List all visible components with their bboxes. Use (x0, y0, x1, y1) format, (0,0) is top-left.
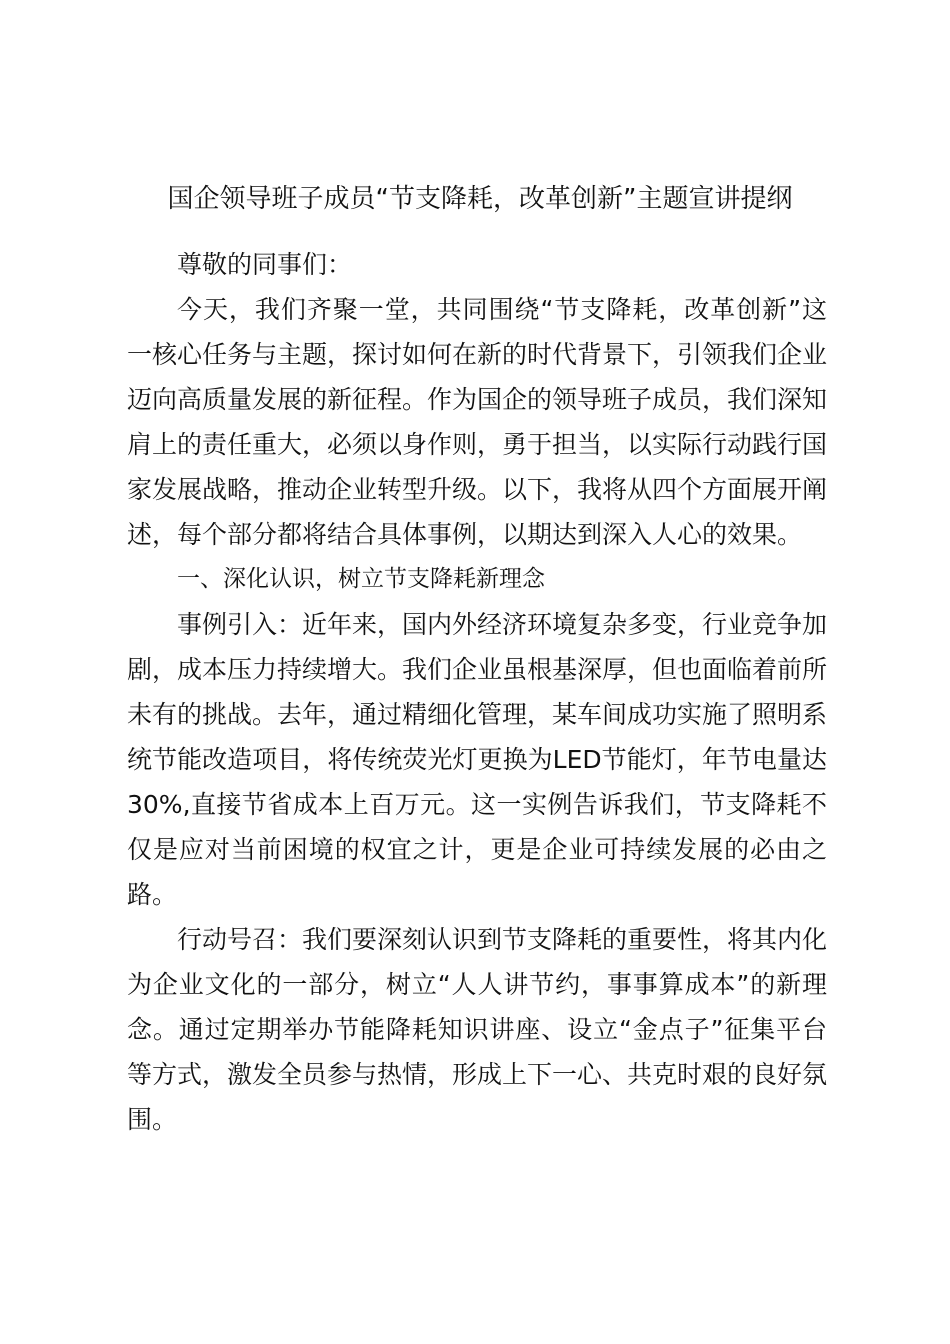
salutation: 尊敬的同事们： (177, 250, 353, 279)
intro-paragraph: 今天，我们齐聚一堂，共同围绕“节支降耗，改革创新”这一核心任务与主题，探讨如何在新的时代背景下，引领我们企业迈向高质量发展的新征程。作为国企的领导班子成员，我们深知肩上的责任重大，必须以身作则，勇于担当，以实际行动践行国家发展战略，推动企业转型升级。以下，我将从四个方面展开阐述，每个部分都将结合具体事例，以期达到深入人心的效果。 (127, 295, 828, 549)
section-heading-1: 一、深化认识，树立节支降耗新理念 (177, 566, 545, 592)
example-paragraph: 事例引入：近年来，国内外经济环境复杂多变，行业竞争加剧，成本压力持续增大。我们企业虽根基深厚，但也面临着前所未有的挑战。去年，通过精细化管理，某车间成功实施了照明系统节能改造项目，将传统荧光灯更换为LED节能灯，年节电量达30%,直接节省成本上百万元。这一实例告诉我们，节支降耗不仅是应对当前困境的权宜之计，更是企业可持续发展的必由之路。 (127, 610, 828, 909)
document-body (127, 242, 827, 1142)
action-paragraph: 行动号召：我们要深刻认识到节支降耗的重要性，将其内化为企业文化的一部分，树立“人人讲节约，事事算成本”的新理念。通过定期举办节能降耗知识讲座、设立“金点子”征集平台等方式，激发全员参与热情，形成上下一心、共克时艰的良好氛围。 (127, 925, 828, 1134)
document-title: 国企领导班子成员“节支降耗，改革创新”主题宣讲提纲 (167, 184, 793, 214)
